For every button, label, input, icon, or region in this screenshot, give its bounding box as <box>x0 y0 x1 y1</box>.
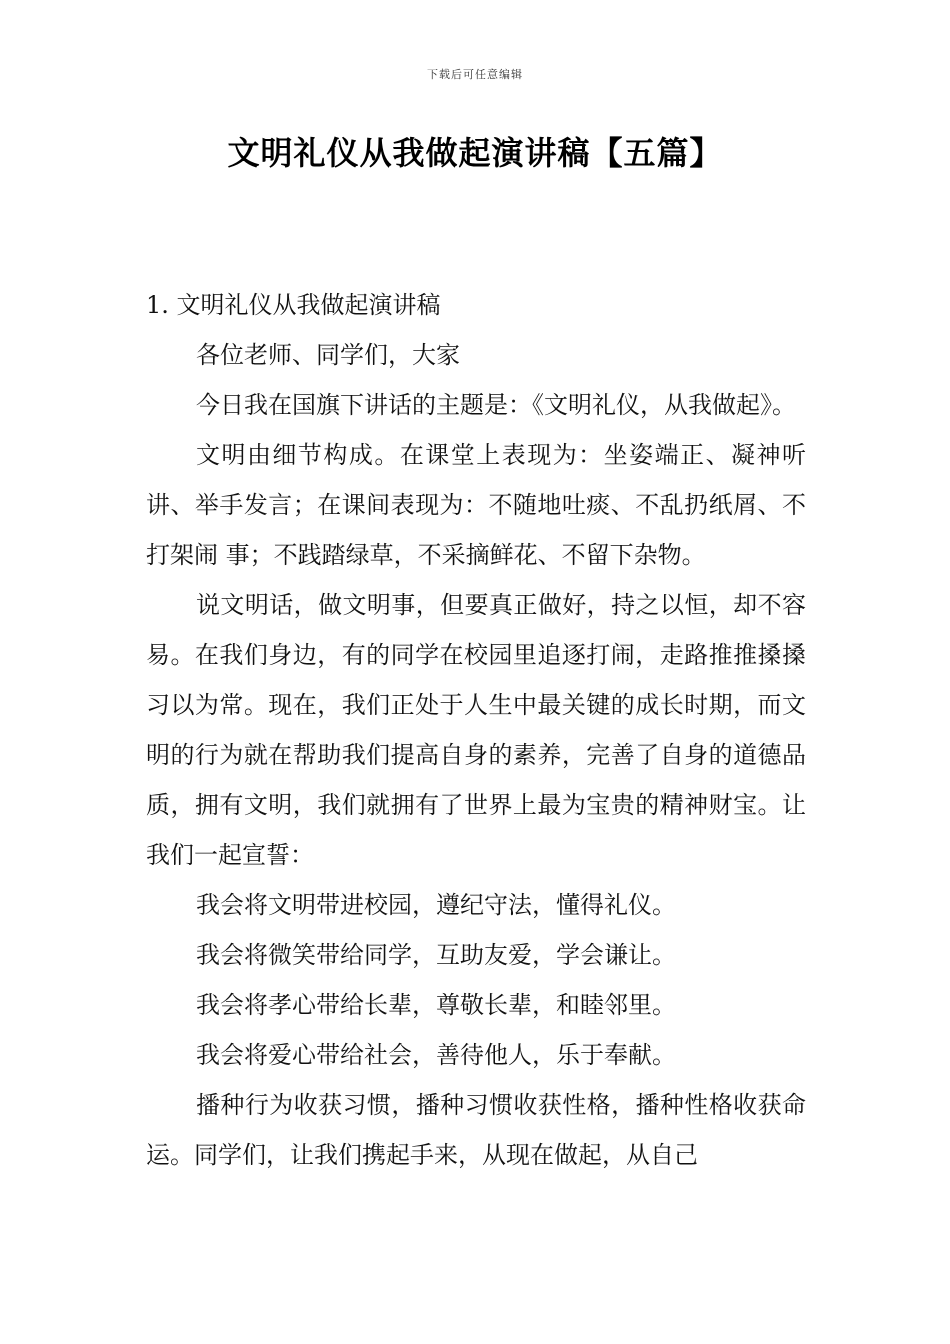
pledge-line: 我会将孝心带给长辈，尊敬长辈，和睦邻里。 <box>196 991 676 1019</box>
paragraph-closing: 播种行为收获习惯，播种习惯收获性格，播种性格收获命运。同学们，让我们携起手来，从现在做起，从自己 <box>146 1091 806 1169</box>
section-heading: 1. 文明礼仪从我做起演讲稿 <box>146 291 441 319</box>
pledge-line: 我会将爱心带给社会，善待他人，乐于奉献。 <box>196 1041 676 1069</box>
paragraph-greeting: 各位老师、同学们，大家 <box>196 341 460 369</box>
pledge-line: 我会将微笑带给同学，互助友爱，学会谦让。 <box>196 941 676 969</box>
pledge-line: 我会将文明带进校园，遵纪守法，懂得礼仪。 <box>196 891 676 919</box>
header-note: 下载后可任意编辑 <box>427 68 523 81</box>
paragraph-details: 文明由细节构成。在课堂上表现为：坐姿端正、凝神听讲、举手发言；在课间表现为：不随地吐痰、不乱扔纸屑、不打架闹 事；不践踏绿草，不采摘鲜花、不留下杂物。 <box>146 441 806 569</box>
document-body <box>146 280 806 1180</box>
paragraph-topic: 今日我在国旗下讲话的主题是：《文明礼仪，从我做起》。 <box>196 391 796 419</box>
document-title: 文明礼仪从我做起演讲稿【五篇】 <box>227 134 723 172</box>
paragraph-practice: 说文明话，做文明事，但要真正做好，持之以恒，却不容易。在我们身边，有的同学在校园里追逐打闹，走路推推搡搡习以为常。现在，我们正处于人生中最关键的成长时期，而文明的行为就在帮助我们提高自身的素养，完善了自身的道德品质，拥有文明，我们就拥有了世界上最为宝贵的精神财宝。让我们一起宣誓： <box>146 591 806 869</box>
